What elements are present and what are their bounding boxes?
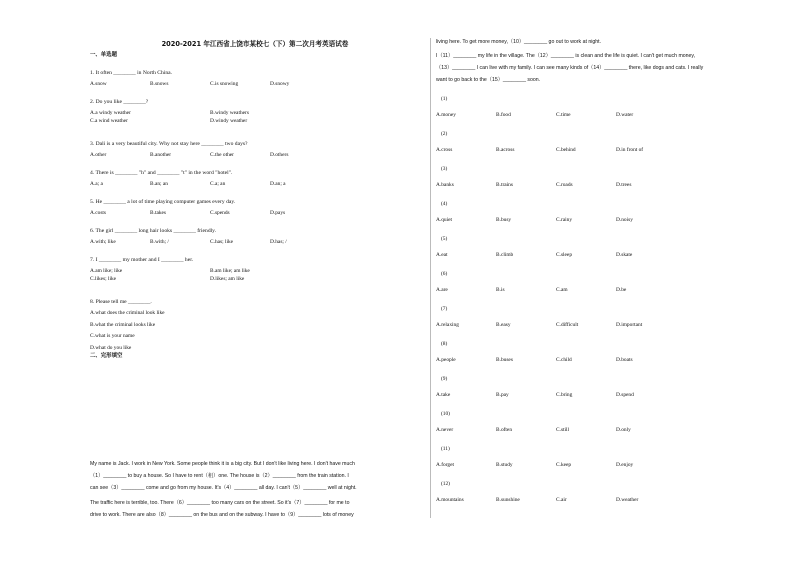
option-list bbox=[90, 308, 420, 354]
question-stem: 1. It often ________ in North China. bbox=[90, 70, 173, 76]
option-a: A.mountains bbox=[436, 497, 464, 503]
option-d: D.water bbox=[616, 112, 634, 118]
option-d: D.others bbox=[270, 152, 289, 158]
option-b: B.windy weathers bbox=[210, 110, 249, 116]
option-c: C.time bbox=[556, 112, 571, 118]
option-d: D.spend bbox=[616, 392, 634, 398]
option-a: A.people bbox=[436, 357, 456, 363]
option-row bbox=[90, 276, 420, 283]
page-title: 2020-2021 年江西省上饶市某校七（下）第二次月考英语试卷 bbox=[161, 40, 349, 48]
option-c: C.the other bbox=[210, 152, 234, 158]
option-d: D.boats bbox=[616, 357, 633, 363]
question-number: (4) bbox=[441, 201, 448, 207]
option-a: A.are bbox=[436, 287, 448, 293]
option-d: D.important bbox=[616, 322, 643, 328]
option-d: D.an; a bbox=[270, 181, 286, 187]
option-a: A.cross bbox=[436, 147, 453, 153]
question-number: (11) bbox=[441, 446, 450, 452]
option-b: B.is bbox=[496, 287, 505, 293]
cloze-question-2 bbox=[436, 130, 774, 165]
cloze-question-8 bbox=[436, 340, 774, 375]
option-row bbox=[436, 391, 774, 399]
option-row bbox=[436, 356, 774, 364]
question-stem: 4. There is ________ "h" and ________ "t" in the word "hotel". bbox=[90, 170, 233, 176]
cloze-passage-left bbox=[90, 458, 420, 521]
option-c: C.a wind weather bbox=[90, 118, 128, 124]
option-d: D.only bbox=[616, 427, 631, 433]
question-number: (9) bbox=[441, 376, 448, 382]
passage-line: drive to work. There are also（8）________ on the bus and on the subway. I have to（9）________ lots of money bbox=[90, 512, 354, 518]
option-d: D.has; / bbox=[270, 239, 287, 245]
question-8 bbox=[90, 299, 420, 354]
question-stem: 8. Please tell me ________. bbox=[90, 299, 152, 305]
question-7 bbox=[90, 257, 420, 283]
option-b: B.with; / bbox=[150, 239, 169, 245]
option-a: A.never bbox=[436, 427, 454, 433]
option-c: C.am bbox=[556, 287, 568, 293]
option-d: D.trees bbox=[616, 182, 632, 188]
question-stem: 7. I ________ my mother and I ________ her. bbox=[90, 257, 194, 263]
option-c: C.what is your name bbox=[90, 333, 135, 339]
option-a: A.a; a bbox=[90, 181, 103, 187]
option-row bbox=[90, 181, 420, 188]
cloze-passage-right bbox=[436, 36, 774, 86]
option-b: B.across bbox=[496, 147, 515, 153]
option-c: C.is snowing bbox=[210, 81, 239, 87]
option-b: B.easy bbox=[496, 322, 511, 328]
option-c: C.bring bbox=[556, 392, 573, 398]
option-b: B.climb bbox=[496, 252, 514, 258]
question-number: (12) bbox=[441, 481, 450, 487]
option-row bbox=[90, 110, 420, 117]
option-b: B.another bbox=[150, 152, 172, 158]
cloze-question-12 bbox=[436, 480, 774, 515]
column-divider bbox=[430, 38, 431, 518]
option-a: A.money bbox=[436, 112, 456, 118]
option-a: A.eat bbox=[436, 252, 448, 258]
cloze-question-6 bbox=[436, 270, 774, 305]
option-b: B.often bbox=[496, 427, 513, 433]
cloze-question-7 bbox=[436, 305, 774, 340]
option-row bbox=[90, 210, 420, 217]
option-row bbox=[90, 152, 420, 159]
option-row bbox=[436, 496, 774, 504]
option-b: B.what the criminal looks like bbox=[90, 321, 156, 328]
passage-line: My name is Jack. I work in New York. Some people think it is a big city. But I don't like living here. I don't have much bbox=[90, 461, 355, 467]
option-c: C.has; like bbox=[210, 239, 234, 245]
option-c: C.rainy bbox=[556, 217, 573, 223]
option-d: D.enjoy bbox=[616, 462, 634, 468]
passage-line: （1）________ to buy a house. So I have to rent（租）one. The house is（2）________ from the train station. I bbox=[90, 473, 349, 479]
option-a: A.with; like bbox=[90, 239, 116, 245]
cloze-question-10 bbox=[436, 410, 774, 445]
question-number: (6) bbox=[441, 271, 448, 277]
question-stem: 3. Dali is a very beautiful city. Why not stay here ________ two days? bbox=[90, 141, 248, 147]
passage-line: （13）________ I can live with my family. I can see many kinds of（14）________ there, like dogs and cats. I really bbox=[436, 65, 704, 71]
option-b: B.buses bbox=[496, 357, 513, 363]
question-number: (8) bbox=[441, 341, 448, 347]
question-number: (7) bbox=[441, 306, 448, 312]
left-column bbox=[90, 40, 420, 360]
spacer bbox=[90, 125, 420, 139]
option-row bbox=[436, 216, 774, 224]
option-c: C.child bbox=[556, 357, 572, 363]
option-d: D.in front of bbox=[616, 147, 644, 153]
option-row bbox=[436, 321, 774, 329]
option-b: B.food bbox=[496, 112, 511, 118]
right-column bbox=[436, 36, 774, 515]
option-d: D.skate bbox=[616, 252, 633, 258]
option-d: D.pays bbox=[270, 210, 286, 216]
option-b: B.takes bbox=[150, 210, 167, 216]
cloze-question-5 bbox=[436, 235, 774, 270]
cloze-question-1 bbox=[436, 95, 774, 130]
option-d: D.windy weather bbox=[210, 118, 248, 124]
option-a: A.quiet bbox=[436, 217, 453, 223]
question-6 bbox=[90, 228, 420, 246]
option-c: C.behind bbox=[556, 147, 576, 153]
question-5 bbox=[90, 199, 420, 217]
option-a: A.costs bbox=[90, 210, 107, 216]
spacer bbox=[90, 283, 420, 297]
question-1 bbox=[90, 70, 420, 88]
option-row bbox=[436, 146, 774, 154]
option-row bbox=[90, 239, 420, 246]
passage-line: I（11）________ my life in the village. The（12）________ is clean and the life is quiet. I can't get much money, bbox=[436, 53, 696, 59]
cloze-question-11 bbox=[436, 445, 774, 480]
question-number: (10) bbox=[441, 411, 450, 417]
option-a: A.other bbox=[90, 152, 107, 158]
option-a: A.banks bbox=[436, 182, 454, 188]
option-a: A.snow bbox=[90, 81, 107, 87]
option-row bbox=[436, 181, 774, 189]
option-d: D.what do you like bbox=[90, 344, 132, 351]
option-b: B.snows bbox=[150, 81, 169, 87]
option-d: D.be bbox=[616, 287, 627, 293]
option-row bbox=[436, 111, 774, 119]
cloze-question-9 bbox=[436, 375, 774, 410]
option-a: A.relaxing bbox=[436, 322, 459, 328]
option-a: A.a windy weather bbox=[90, 110, 131, 116]
question-stem: 6. The girl ________ long hair looks ________ friendly. bbox=[90, 228, 217, 234]
option-b: B.sunshine bbox=[496, 497, 520, 503]
option-c: C.difficult bbox=[556, 322, 579, 328]
option-d: D.weather bbox=[616, 497, 639, 503]
question-4 bbox=[90, 170, 420, 188]
question-stem: 2. Do you like ________? bbox=[90, 99, 149, 105]
option-c: C.spends bbox=[210, 210, 230, 216]
option-c: C.sleep bbox=[556, 252, 573, 258]
option-row bbox=[436, 426, 774, 434]
cloze-question-3 bbox=[436, 165, 774, 200]
option-a: A.am like; like bbox=[90, 268, 123, 274]
option-b: B.am like; am like bbox=[210, 268, 250, 274]
question-number: (1) bbox=[441, 96, 448, 102]
option-d: D.likes; am like bbox=[210, 276, 245, 282]
option-b: B.busy bbox=[496, 217, 512, 223]
option-row bbox=[90, 81, 420, 88]
option-c: C.a; an bbox=[210, 181, 226, 187]
option-d: D.noisy bbox=[616, 217, 633, 223]
passage-line: living here. To get more money,（10）________ go out to work at night. bbox=[436, 39, 602, 45]
section-heading-single-choice: 一、单选题 bbox=[90, 52, 117, 58]
option-b: B.study bbox=[496, 462, 513, 468]
cloze-question-4 bbox=[436, 200, 774, 235]
question-number: (3) bbox=[441, 166, 448, 172]
option-d: D.snowy bbox=[270, 81, 290, 87]
question-2 bbox=[90, 99, 420, 125]
option-c: C.air bbox=[556, 497, 567, 503]
option-b: B.an; an bbox=[150, 181, 168, 187]
option-row bbox=[436, 286, 774, 294]
option-c: C.still bbox=[556, 427, 570, 433]
option-row bbox=[436, 251, 774, 259]
question-number: (5) bbox=[441, 236, 448, 242]
option-row bbox=[90, 268, 420, 275]
question-number: (2) bbox=[441, 131, 448, 137]
option-row bbox=[90, 118, 420, 125]
passage-line: The traffic here is terrible, too. There（6）________ too many cars on the street. So it's（7）________ for me to bbox=[90, 500, 350, 506]
cloze-questions bbox=[436, 95, 774, 515]
option-a: A.forget bbox=[436, 462, 455, 468]
section-heading-cloze: 二、完形填空 bbox=[90, 353, 123, 359]
option-a: A.take bbox=[436, 392, 451, 398]
option-c: C.likes; like bbox=[90, 276, 117, 282]
option-a: A.what does the criminal look like bbox=[90, 310, 165, 316]
option-b: B.pay bbox=[496, 392, 509, 398]
passage-line: want to go back to the（15）________ soon. bbox=[436, 77, 541, 83]
passage-line: can see（3）________ come and go from my house. It's（4）________ all day. I can't（5）________ well at night. bbox=[90, 485, 357, 491]
question-stem: 5. He ________ a lot of time playing computer games every day. bbox=[90, 199, 236, 205]
option-c: C.roads bbox=[556, 182, 573, 188]
option-row bbox=[436, 461, 774, 469]
question-3 bbox=[90, 141, 420, 159]
option-c: C.keep bbox=[556, 462, 572, 468]
option-b: B.trains bbox=[496, 182, 513, 188]
